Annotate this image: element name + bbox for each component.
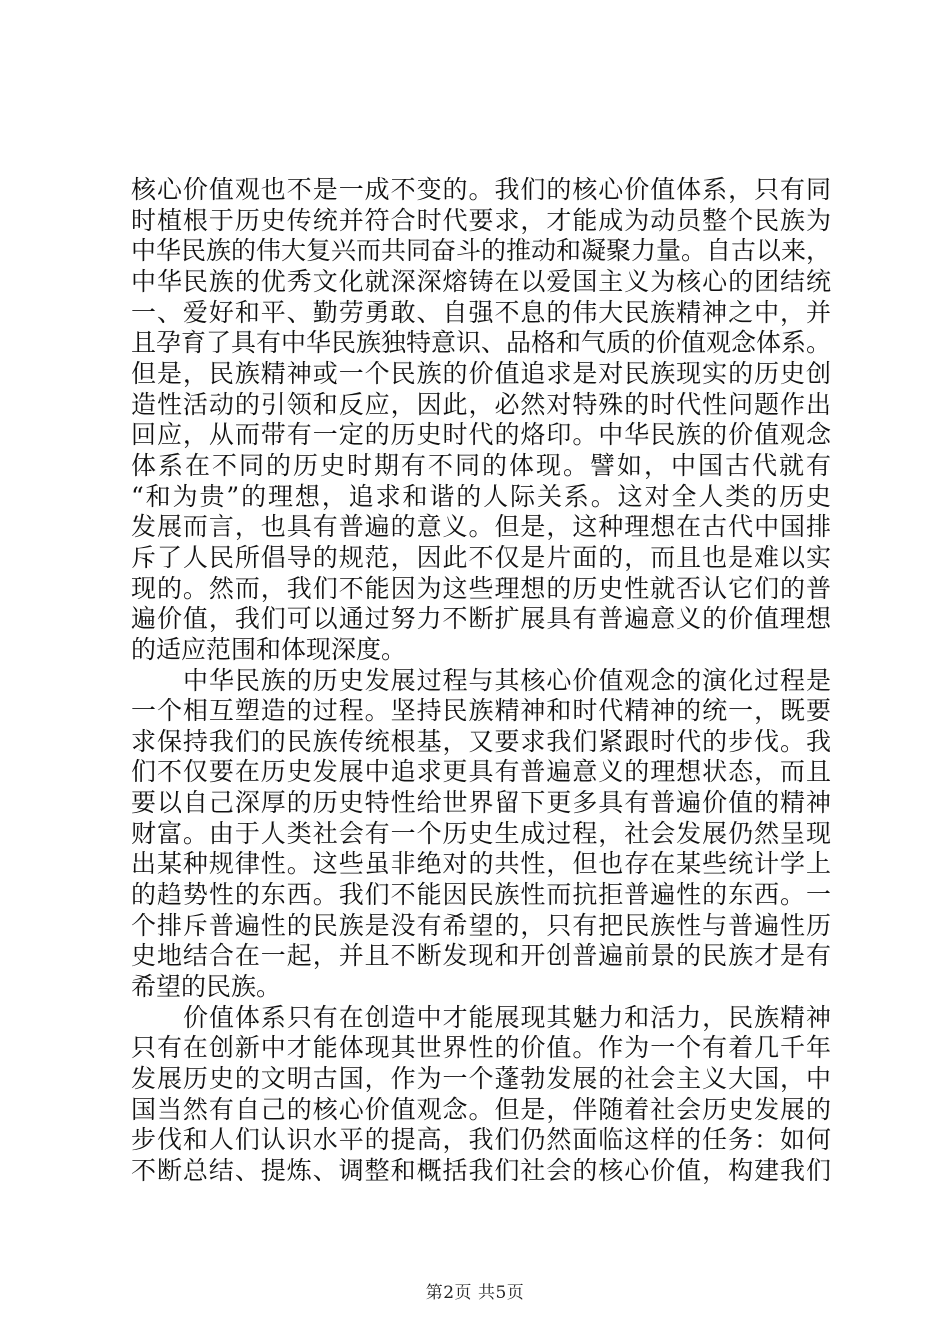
text-line: 希望的民族。 xyxy=(131,972,282,1002)
text-line: 核心价值观也不是一成不变的。我们的核心价值体系，只有同 xyxy=(131,175,831,204)
text-line: 的趋势性的东西。我们不能因民族性而抗拒普遍性的东西。一 xyxy=(131,880,831,910)
text-line: 要以自己深厚的历史特性给世界留下更多具有普遍价值的精神 xyxy=(131,788,831,818)
text-line: 发展而言，也具有普遍的意义。但是，这种理想在古代中国排 xyxy=(131,512,831,542)
text-line: 求保持我们的民族传统根基，又要求我们紧跟时代的步伐。我 xyxy=(131,726,831,756)
text-line: 一、爱好和平、勤劳勇敢、自强不息的伟大民族精神之中，并 xyxy=(131,297,831,327)
text-line: 步伐和人们认识水平的提高，我们仍然面临这样的任务：如何 xyxy=(131,1125,831,1155)
page-footer: 第2页 共5页 xyxy=(425,1283,525,1303)
body-text xyxy=(131,175,831,1187)
text-line: 只有在创新中才能体现其世界性的价值。作为一个有着几千年 xyxy=(131,1033,831,1063)
text-line: 们不仅要在历史发展中追求更具有普遍意义的理想状态，而且 xyxy=(131,757,831,787)
text-line: 时植根于历史传统并符合时代要求，才能成为动员整个民族为 xyxy=(131,205,831,235)
text-line: 遍价值，我们可以通过努力不断扩展具有普遍意义的价值理想 xyxy=(131,604,831,634)
text-line: 不断总结、提炼、调整和概括我们社会的核心价值，构建我们 xyxy=(131,1156,831,1185)
text-line: 史地结合在一起，并且不断发现和开创普遍前景的民族才是有 xyxy=(131,941,831,971)
text-line: 中华民族的历史发展过程与其核心价值观念的演化过程是 xyxy=(183,665,831,695)
text-line: 但是，民族精神或一个民族的价值追求是对民族现实的历史创 xyxy=(131,358,831,388)
text-line: 出某种规律性。这些虽非绝对的共性，但也存在某些统计学上 xyxy=(131,849,831,879)
text-line: 国当然有自己的核心价值观念。但是，伴随着社会历史发展的 xyxy=(131,1094,831,1124)
text-line: 现的。然而，我们不能因为这些理想的历史性就否认它们的普 xyxy=(131,573,831,603)
text-line: 发展历史的文明古国，作为一个蓬勃发展的社会主义大国，中 xyxy=(131,1064,831,1094)
text-line: 回应，从而带有一定的历史时代的烙印。中华民族的价值观念 xyxy=(131,420,831,450)
text-line: 造性活动的引领和反应，因此，必然对特殊的时代性问题作出 xyxy=(131,389,831,419)
text-line: 斥了人民所倡导的规范，因此不仅是片面的，而且也是难以实 xyxy=(131,542,831,572)
text-line: 价值体系只有在创造中才能展现其魅力和活力，民族精神 xyxy=(183,1002,831,1032)
text-line: 个排斥普遍性的民族是没有希望的，只有把民族性与普遍性历 xyxy=(131,910,831,940)
text-line: 的适应范围和体现深度。 xyxy=(131,634,407,664)
text-line: 中华民族的优秀文化就深深熔铸在以爱国主义为核心的团结统 xyxy=(131,266,831,296)
text-line: “和为贵”的理想，追求和谐的人际关系。这对全人类的历史 xyxy=(131,481,831,511)
text-line: 且孕育了具有中华民族独特意识、品格和气质的价值观念体系。 xyxy=(131,328,832,358)
text-line: 体系在不同的历史时期有不同的体现。譬如，中国古代就有 xyxy=(131,450,831,480)
text-line: 一个相互塑造的过程。坚持民族精神和时代精神的统一，既要 xyxy=(131,696,831,726)
text-line: 中华民族的伟大复兴而共同奋斗的推动和凝聚力量。自古以来， xyxy=(131,236,832,266)
text-line: 财富。由于人类社会有一个历史生成过程，社会发展仍然呈现 xyxy=(131,818,831,848)
